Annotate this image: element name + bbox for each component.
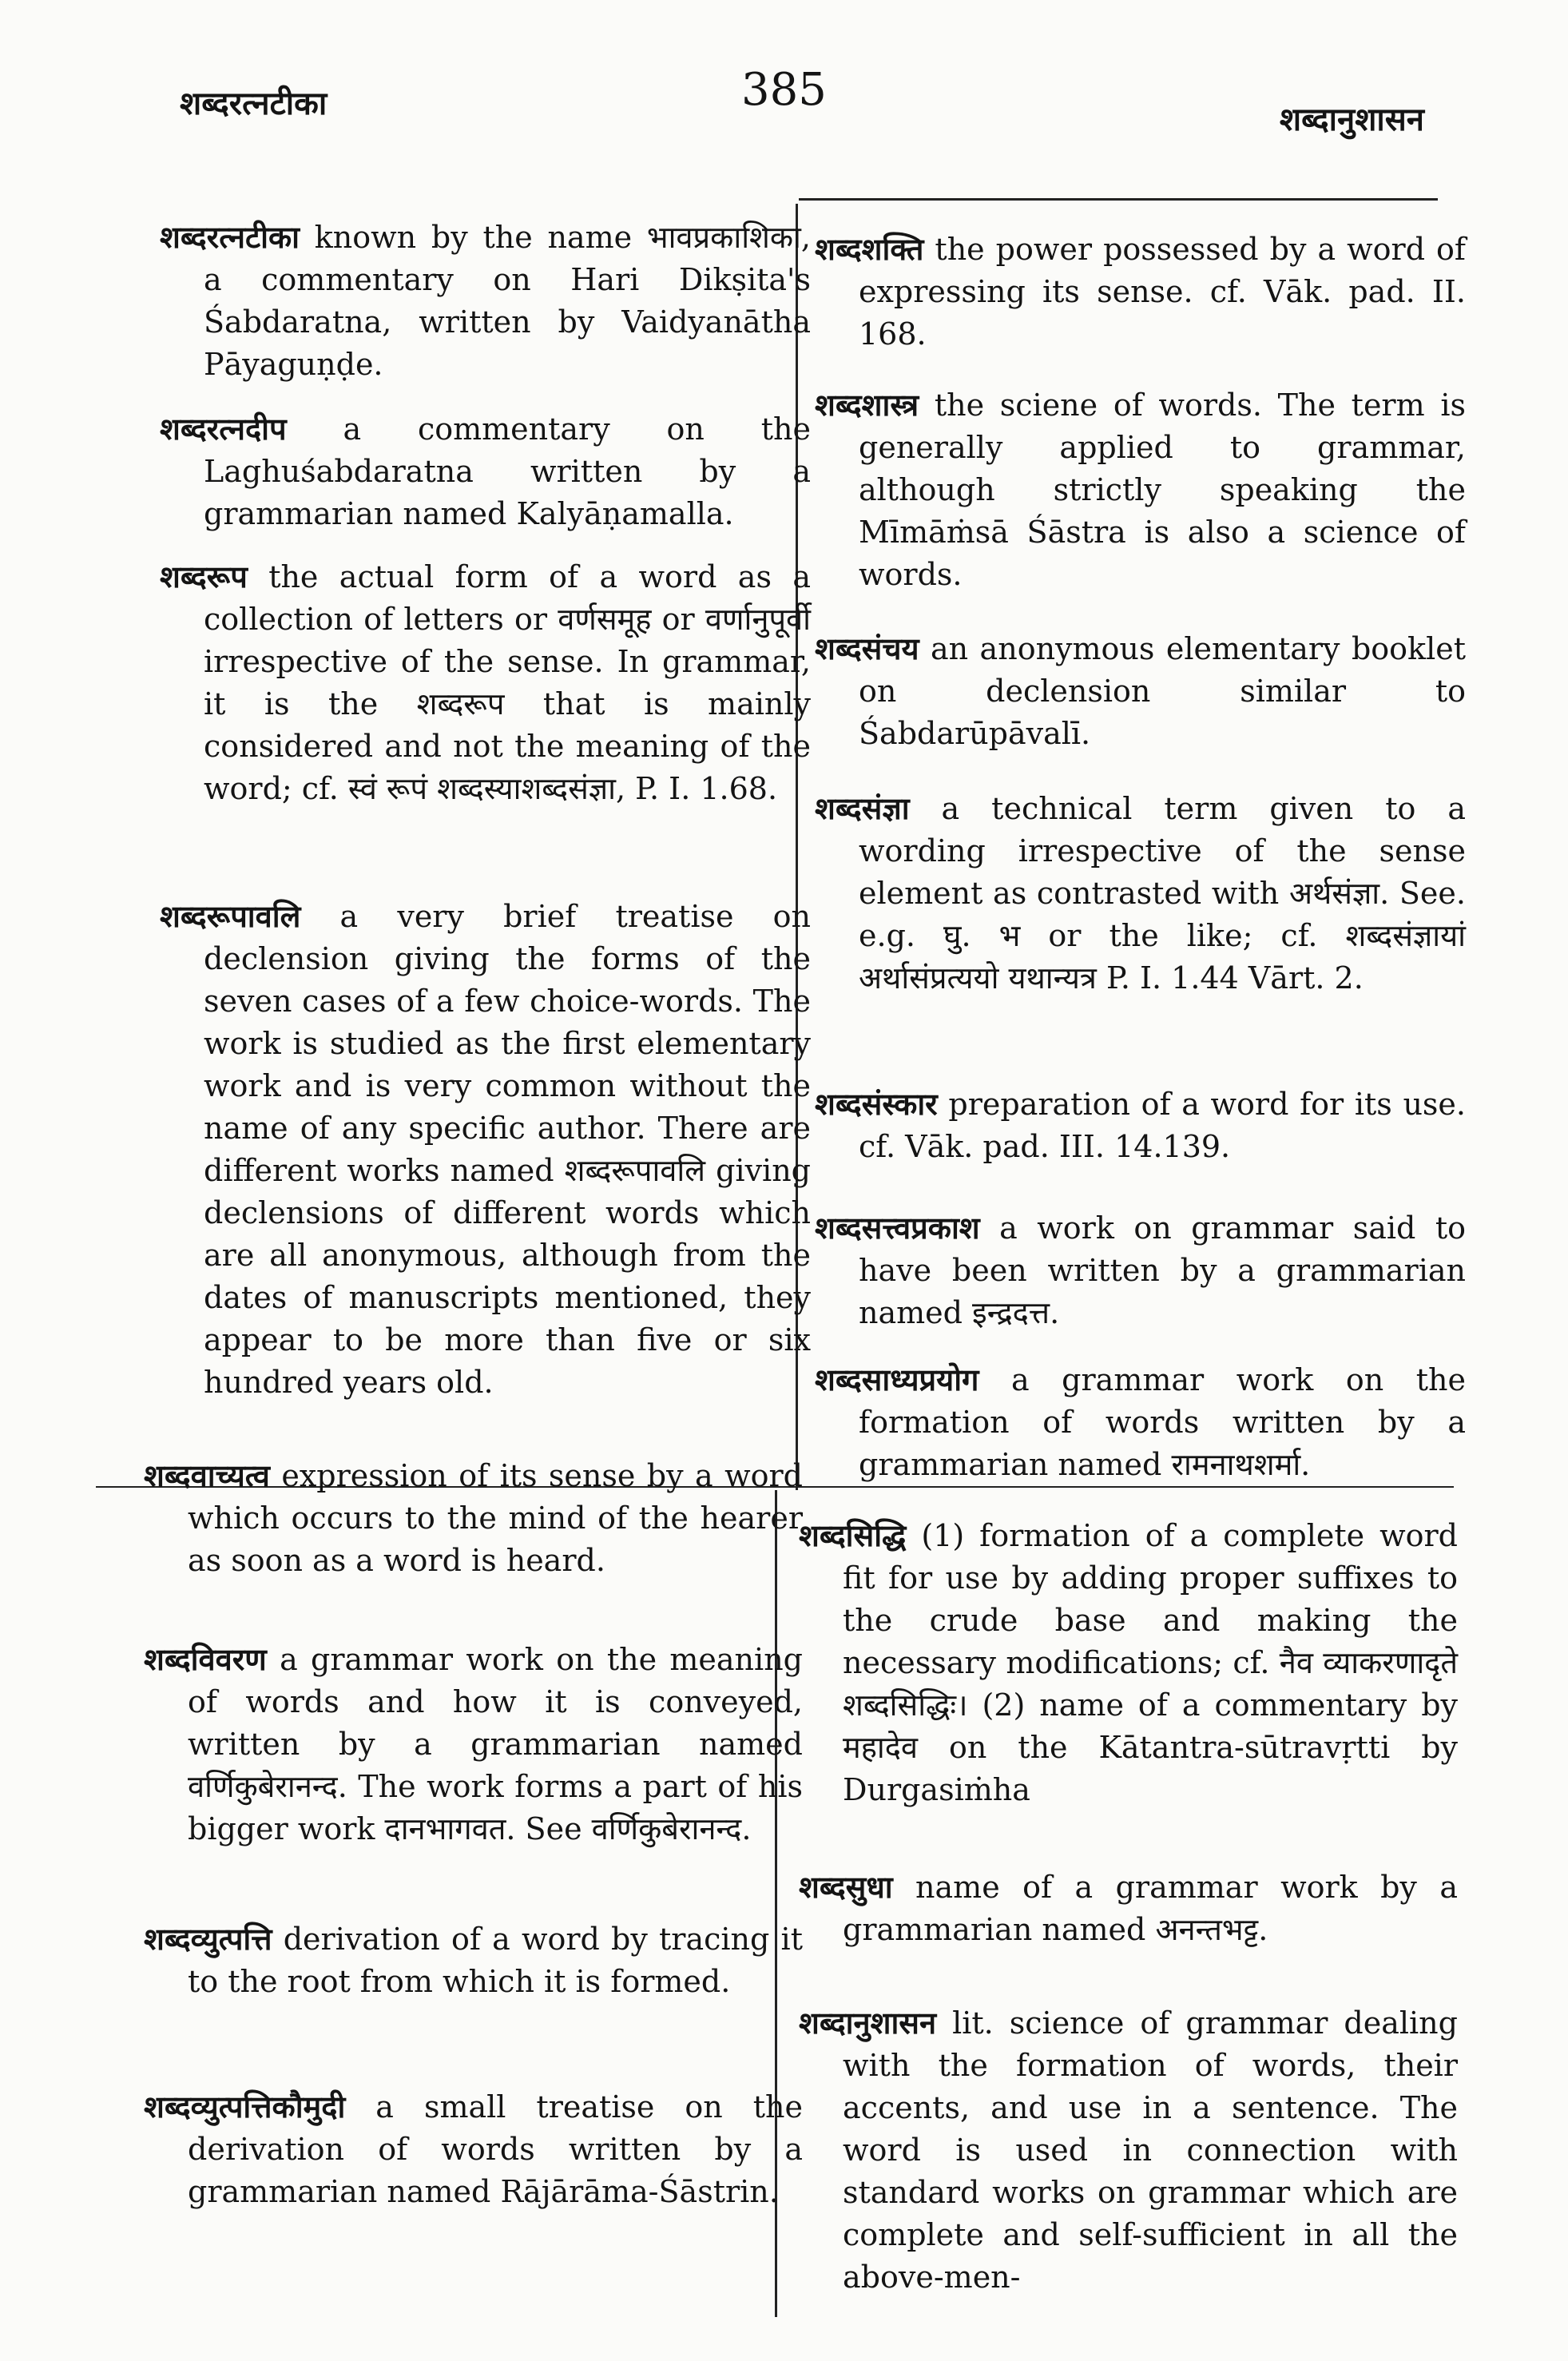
entry-definition: known by the name भावप्रकाशिका, a commentary on Hari Dikṣita's Śabdaratna, written by Vaidyanātha Pāyaguṇḍe. xyxy=(204,220,811,382)
entry-definition: the sciene of words. The term is generally applied to grammar, although strictly speaking the Mīmāṁsā Śāstra is also a science of words. xyxy=(859,388,1466,592)
entry-definition: an anonymous elementary booklet on declension similar to Śabdarūpāvalī. xyxy=(859,631,1466,751)
entry-definition: lit. science of grammar dealing with the formation of words, their accents, and use in a sentence. The word is used in connection with standard works on grammar which are complete and self-sufficient in all the above-men- xyxy=(843,2005,1458,2295)
entry-definition: a work on grammar said to have been written by a grammarian named इन्द्रदत्त. xyxy=(859,1210,1466,1330)
dictionary-entry xyxy=(815,228,1466,356)
entry-headword: शब्दशास्त्र xyxy=(815,387,919,423)
entry-definition: preparation of a word for its use. cf. Vāk. pad. III. 14.139. xyxy=(859,1087,1466,1164)
page-header xyxy=(0,64,1568,152)
left-column xyxy=(160,216,811,1478)
entry-headword: शब्दवाच्यत्व xyxy=(144,1457,270,1493)
entry-headword: शब्दविवरण xyxy=(144,1641,267,1677)
dictionary-entry xyxy=(815,787,1466,1000)
dictionary-entry xyxy=(799,1866,1458,1951)
page-number: 385 xyxy=(741,64,827,116)
entry-definition: (1) formation of a complete word fit for use by adding proper suffixes to the crude base and making the necessary modifications; cf. नैव व्याकरणादृते शब्दसिद्धिः। (2) name of a commentary by महादेव on the Kātantra-sūtravṛtti by Durgasiṁha xyxy=(843,1518,1458,1807)
entry-definition: expression of its sense by a word which occurs to the mind of the hearer as soon as a word is heard. xyxy=(188,1458,803,1578)
entry-headword: शब्दसिद्धि xyxy=(799,1517,907,1553)
dictionary-entry xyxy=(160,407,811,535)
entry-definition: name of a grammar work by a grammarian named अनन्तभट्ट. xyxy=(843,1870,1458,1947)
entry-headword: शब्दरूप xyxy=(160,558,248,594)
entry-headword: शब्दसंचय xyxy=(815,630,919,666)
entry-definition: a grammar work on the formation of words written by a grammarian named रामनाथशर्मा. xyxy=(859,1362,1466,1482)
entry-headword: शब्दसंज्ञा xyxy=(815,790,910,826)
dictionary-entry xyxy=(815,627,1466,755)
entry-headword: शब्दसुधा xyxy=(799,1869,893,1905)
left-column-lower xyxy=(144,1454,803,2317)
entry-headword: शब्दरत्नदीप xyxy=(160,411,287,447)
entry-headword: शब्दव्युत्पत्ति xyxy=(144,1921,272,1957)
entry-headword: शब्दरूपावलि xyxy=(160,898,301,934)
header-rule xyxy=(799,198,1438,201)
entry-definition: the power possessed by a word of expressing its sense. cf. Vāk. pad. II. 168. xyxy=(859,232,1466,352)
entry-definition: a small treatise on the derivation of words written by a grammarian named Rājārāma-Śāstrin. xyxy=(188,2089,803,2209)
dictionary-entry xyxy=(160,895,811,1404)
entry-headword: शब्दशक्ति xyxy=(815,231,924,267)
dictionary-entry xyxy=(144,1638,803,1850)
running-head-left: शब्दरत्नटीका xyxy=(180,85,327,122)
entry-definition: derivation of a word by tracing it to the root from which it is formed. xyxy=(188,1922,803,1999)
running-head-right: शब्दानुशासन xyxy=(1279,101,1424,138)
dictionary-entry xyxy=(144,1454,803,1582)
dictionary-entry xyxy=(144,1918,803,2003)
entry-headword: शब्दरत्नटीका xyxy=(160,219,300,255)
entry-definition: a technical term given to a wording irrespective of the sense element as contrasted with अर्थसंज्ञा. See. e.g. घु. भ or the like; cf. शब्दसंज्ञायां अर्थासंप्रत्ययो यथान्यत्र P. I. 1.44 Vārt. 2. xyxy=(859,791,1466,996)
entry-definition: a commentary on the Laghuśabdaratna written by a grammarian named Kalyāṇamalla. xyxy=(204,411,811,531)
entry-headword: शब्दसंस्कार xyxy=(815,1086,938,1122)
dictionary-entry xyxy=(160,555,811,810)
entry-headword: शब्दव्युत्पत्तिकौमुदी xyxy=(144,2089,346,2125)
dictionary-entry xyxy=(815,1358,1466,1486)
entry-headword: शब्दसाध्यप्रयोग xyxy=(815,1361,979,1397)
right-column xyxy=(815,228,1466,1482)
dictionary-entry xyxy=(815,384,1466,596)
dictionary-entry xyxy=(160,216,811,386)
entry-headword: शब्दसत्त्वप्रकाश xyxy=(815,1210,980,1246)
dictionary-entry xyxy=(799,2001,1458,2299)
dictionary-entry xyxy=(144,2085,803,2213)
entry-definition: a very brief treatise on declension giving the forms of the seven cases of a few choice-words. The work is studied as the first elementary work and is very common without the name of any specific author. There are different works named शब्दरूपावलि giving declensions of different words which are all anonymous, although from the dates of manuscripts mentioned, they appear to be more than five or six hundred years old. xyxy=(204,899,811,1400)
entry-definition: the actual form of a word as a collection of letters or वर्णसमूह or वर्णानुपूर्वी irrespective of the sense. In grammar, it is the शब्दरूप that is mainly considered and not the meaning of the word; cf. स्वं रूपं शब्दस्याशब्दसंज्ञा, P. I. 1.68. xyxy=(204,559,811,806)
entry-headword: शब्दानुशासन xyxy=(799,2005,937,2041)
dictionary-entry xyxy=(799,1514,1458,1811)
dictionary-entry xyxy=(815,1083,1466,1168)
right-column-lower xyxy=(799,1514,1458,2317)
dictionary-entry xyxy=(815,1206,1466,1334)
entry-definition: a grammar work on the meaning of words and how it is conveyed, written by a grammarian named वर्णिकुबेरानन्द. The work forms a part of his bigger work दानभागवत. See वर्णिकुबेरानन्द. xyxy=(188,1642,803,1846)
